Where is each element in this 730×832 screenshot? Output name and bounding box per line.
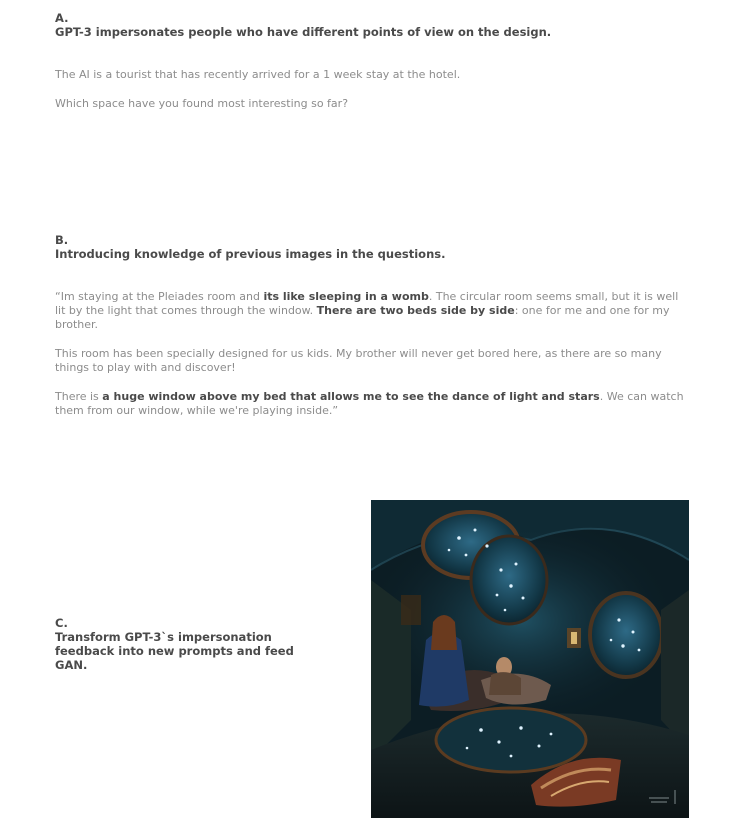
section-a-heading xyxy=(55,11,551,39)
section-b-letter: B. xyxy=(55,233,69,247)
section-b-paragraph-1 xyxy=(55,290,685,332)
text-run: . We can watch them from our window, while we're playing inside.” xyxy=(55,390,684,417)
section-b-title: Introducing knowledge of previous images in the questions. xyxy=(55,247,446,261)
room-illustration xyxy=(371,500,689,818)
section-b-paragraph-3 xyxy=(55,390,685,418)
section-b-heading xyxy=(55,233,445,261)
emphasis-text: its like sleeping in a womb xyxy=(263,290,429,303)
generated-room-image xyxy=(371,500,689,818)
section-c-title: Transform GPT-3`s impersonation feedback into new prompts and feed GAN. xyxy=(55,630,294,672)
text-run: There is xyxy=(55,390,103,403)
text-run: “Im staying at the Pleiades room and xyxy=(55,290,264,303)
section-a-paragraph-1: The AI is a tourist that has recently arrived for a 1 week stay at the hotel. xyxy=(55,68,461,81)
section-b-paragraph-2: This room has been specially designed for us kids. My brother will never get bored here, as there are so many things to play with and discover! xyxy=(55,347,662,374)
section-a-title: GPT-3 impersonates people who have different points of view on the design. xyxy=(55,25,552,39)
section-c-letter: C. xyxy=(55,616,68,630)
emphasis-text: There are two beds side by side xyxy=(316,304,515,317)
text-run: . The circular room seems small, but it is well lit by the light that comes through the window. xyxy=(55,290,679,317)
section-a-paragraph-2: Which space have you found most interesting so far? xyxy=(55,97,349,110)
emphasis-text: a huge window above my bed that allows me to see the dance of light and stars xyxy=(102,390,600,403)
section-c-heading xyxy=(55,616,295,672)
text-run: : one for me and one for my brother. xyxy=(55,304,670,331)
section-a-letter: A. xyxy=(55,11,69,25)
